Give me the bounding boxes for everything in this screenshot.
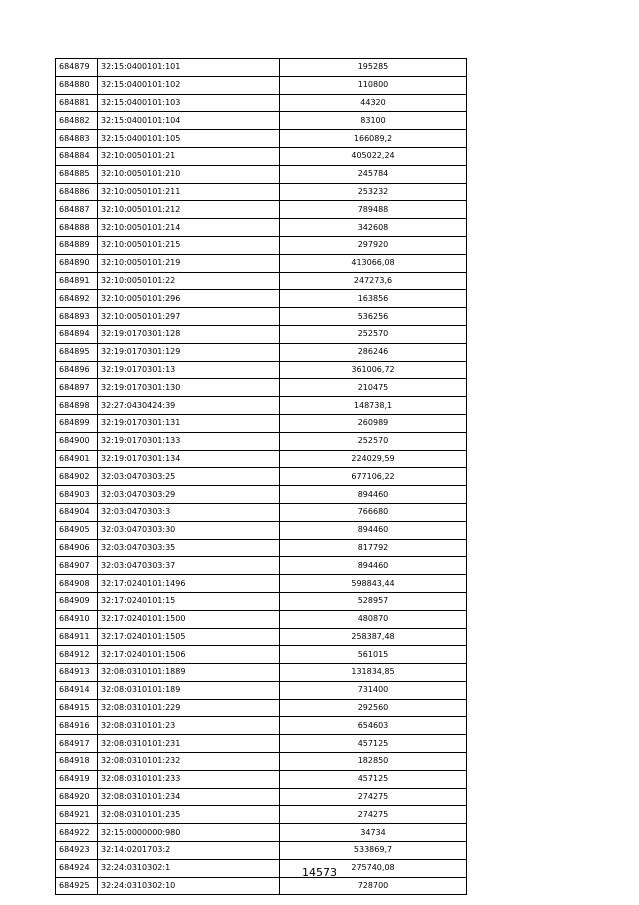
- cadastral-value-cell: 731400: [280, 681, 467, 699]
- table-row: [56, 503, 467, 521]
- cadastral-value-cell: 274275: [280, 788, 467, 806]
- row-number-cell: 684896: [56, 361, 98, 379]
- table-row: [56, 539, 467, 557]
- row-number-cell: 684917: [56, 735, 98, 753]
- table-row: [56, 592, 467, 610]
- cadastral-number-cell: 32:19:0170301:13: [98, 361, 280, 379]
- cadastral-value-cell: 274275: [280, 806, 467, 824]
- cadastral-value-table: [55, 58, 467, 895]
- row-number-cell: 684914: [56, 681, 98, 699]
- cadastral-value-cell: 245784: [280, 165, 467, 183]
- cadastral-value-cell: 166089,2: [280, 130, 467, 148]
- row-number-cell: 684924: [56, 859, 98, 877]
- cadastral-number-cell: 32:10:0050101:211: [98, 183, 280, 201]
- table-row: [56, 664, 467, 682]
- table-row: [56, 753, 467, 771]
- cadastral-number-cell: 32:17:0240101:1505: [98, 628, 280, 646]
- cadastral-number-cell: 32:19:0170301:134: [98, 450, 280, 468]
- row-number-cell: 684893: [56, 308, 98, 326]
- row-number-cell: 684887: [56, 201, 98, 219]
- table-row: [56, 806, 467, 824]
- cadastral-value-cell: 405022,24: [280, 147, 467, 165]
- row-number-cell: 684889: [56, 236, 98, 254]
- row-number-cell: 684919: [56, 770, 98, 788]
- table-row: [56, 414, 467, 432]
- cadastral-number-cell: 32:10:0050101:296: [98, 290, 280, 308]
- table-row: [56, 468, 467, 486]
- cadastral-value-cell: 275740,08: [280, 859, 467, 877]
- cadastral-value-cell: 894460: [280, 557, 467, 575]
- cadastral-value-cell: 247273,6: [280, 272, 467, 290]
- table-row: [56, 450, 467, 468]
- cadastral-value-cell: 457125: [280, 735, 467, 753]
- cadastral-number-cell: 32:10:0050101:214: [98, 219, 280, 237]
- cadastral-value-cell: 766680: [280, 503, 467, 521]
- row-number-cell: 684912: [56, 646, 98, 664]
- row-number-cell: 684879: [56, 59, 98, 77]
- table-row: [56, 557, 467, 575]
- table-row: [56, 343, 467, 361]
- table-row: [56, 521, 467, 539]
- row-number-cell: 684890: [56, 254, 98, 272]
- table-row: [56, 254, 467, 272]
- cadastral-value-cell: 286246: [280, 343, 467, 361]
- row-number-cell: 684886: [56, 183, 98, 201]
- cadastral-number-cell: 32:19:0170301:130: [98, 379, 280, 397]
- cadastral-value-cell: 342608: [280, 219, 467, 237]
- row-number-cell: 684895: [56, 343, 98, 361]
- cadastral-value-cell: 413066,08: [280, 254, 467, 272]
- table-row: [56, 361, 467, 379]
- cadastral-value-cell: 252570: [280, 325, 467, 343]
- row-number-cell: 684901: [56, 450, 98, 468]
- cadastral-number-cell: 32:15:0400101:104: [98, 112, 280, 130]
- row-number-cell: 684894: [56, 325, 98, 343]
- row-number-cell: 684883: [56, 130, 98, 148]
- cadastral-value-cell: 789488: [280, 201, 467, 219]
- table-row: [56, 165, 467, 183]
- cadastral-value-cell: 297920: [280, 236, 467, 254]
- table-row: [56, 130, 467, 148]
- cadastral-value-cell: 34734: [280, 824, 467, 842]
- table-row: [56, 219, 467, 237]
- table-row: [56, 699, 467, 717]
- table-row: [56, 486, 467, 504]
- table-row: [56, 877, 467, 895]
- table-row: [56, 717, 467, 735]
- table-row: [56, 183, 467, 201]
- cadastral-number-cell: 32:03:0470303:37: [98, 557, 280, 575]
- row-number-cell: 684888: [56, 219, 98, 237]
- cadastral-number-cell: 32:03:0470303:29: [98, 486, 280, 504]
- cadastral-number-cell: 32:10:0050101:210: [98, 165, 280, 183]
- cadastral-number-cell: 32:19:0170301:128: [98, 325, 280, 343]
- row-number-cell: 684905: [56, 521, 98, 539]
- cadastral-value-cell: 224029,59: [280, 450, 467, 468]
- cadastral-number-cell: 32:10:0050101:297: [98, 308, 280, 326]
- cadastral-value-cell: 83100: [280, 112, 467, 130]
- table-row: [56, 610, 467, 628]
- cadastral-number-cell: 32:08:0310101:231: [98, 735, 280, 753]
- row-number-cell: 684906: [56, 539, 98, 557]
- table-row: [56, 147, 467, 165]
- cadastral-number-cell: 32:10:0050101:212: [98, 201, 280, 219]
- cadastral-number-cell: 32:08:0310101:232: [98, 753, 280, 771]
- row-number-cell: 684881: [56, 94, 98, 112]
- row-number-cell: 684916: [56, 717, 98, 735]
- page-number: 14573: [302, 866, 337, 879]
- cadastral-value-cell: 148738,1: [280, 397, 467, 415]
- cadastral-value-cell: 131834,85: [280, 664, 467, 682]
- cadastral-number-cell: 32:10:0050101:22: [98, 272, 280, 290]
- table-row: [56, 681, 467, 699]
- cadastral-number-cell: 32:08:0310101:1889: [98, 664, 280, 682]
- cadastral-number-cell: 32:08:0310101:235: [98, 806, 280, 824]
- cadastral-value-cell: 728700: [280, 877, 467, 895]
- cadastral-value-cell: 561015: [280, 646, 467, 664]
- cadastral-value-cell: 654603: [280, 717, 467, 735]
- table-row: [56, 76, 467, 94]
- table-row: [56, 788, 467, 806]
- cadastral-number-cell: 32:08:0310101:234: [98, 788, 280, 806]
- cadastral-value-cell: 253232: [280, 183, 467, 201]
- cadastral-value-cell: 260989: [280, 414, 467, 432]
- cadastral-number-cell: 32:15:0000000:980: [98, 824, 280, 842]
- cadastral-value-cell: 44320: [280, 94, 467, 112]
- cadastral-number-cell: 32:15:0400101:101: [98, 59, 280, 77]
- row-number-cell: 684922: [56, 824, 98, 842]
- cadastral-value-cell: 163856: [280, 290, 467, 308]
- cadastral-number-cell: 32:17:0240101:1496: [98, 575, 280, 593]
- cadastral-value-cell: 182850: [280, 753, 467, 771]
- table-row: [56, 236, 467, 254]
- table-row: [56, 290, 467, 308]
- row-number-cell: 684882: [56, 112, 98, 130]
- cadastral-number-cell: 32:14:0201703:2: [98, 842, 280, 860]
- cadastral-value-cell: 361006,72: [280, 361, 467, 379]
- cadastral-number-cell: 32:10:0050101:215: [98, 236, 280, 254]
- table-row: [56, 628, 467, 646]
- cadastral-value-cell: 677106,22: [280, 468, 467, 486]
- cadastral-number-cell: 32:10:0050101:219: [98, 254, 280, 272]
- row-number-cell: 684891: [56, 272, 98, 290]
- cadastral-value-cell: 894460: [280, 486, 467, 504]
- cadastral-number-cell: 32:27:0430424:39: [98, 397, 280, 415]
- table-row: [56, 308, 467, 326]
- row-number-cell: 684899: [56, 414, 98, 432]
- cadastral-value-cell: 817792: [280, 539, 467, 557]
- cadastral-value-cell: 528957: [280, 592, 467, 610]
- row-number-cell: 684885: [56, 165, 98, 183]
- table-row: [56, 94, 467, 112]
- cadastral-value-cell: 536256: [280, 308, 467, 326]
- table-row: [56, 575, 467, 593]
- row-number-cell: 684884: [56, 147, 98, 165]
- cadastral-value-cell: 252570: [280, 432, 467, 450]
- table-row: [56, 824, 467, 842]
- cadastral-number-cell: 32:19:0170301:131: [98, 414, 280, 432]
- cadastral-number-cell: 32:08:0310101:189: [98, 681, 280, 699]
- row-number-cell: 684911: [56, 628, 98, 646]
- row-number-cell: 684897: [56, 379, 98, 397]
- table-row: [56, 770, 467, 788]
- row-number-cell: 684909: [56, 592, 98, 610]
- cadastral-number-cell: 32:17:0240101:1506: [98, 646, 280, 664]
- row-number-cell: 684915: [56, 699, 98, 717]
- cadastral-value-cell: 195285: [280, 59, 467, 77]
- row-number-cell: 684921: [56, 806, 98, 824]
- row-number-cell: 684908: [56, 575, 98, 593]
- cadastral-number-cell: 32:15:0400101:105: [98, 130, 280, 148]
- cadastral-number-cell: 32:08:0310101:233: [98, 770, 280, 788]
- cadastral-number-cell: 32:17:0240101:1500: [98, 610, 280, 628]
- table-row: [56, 842, 467, 860]
- cadastral-value-cell: 210475: [280, 379, 467, 397]
- table-row: [56, 272, 467, 290]
- row-number-cell: 684910: [56, 610, 98, 628]
- cadastral-number-cell: 32:19:0170301:129: [98, 343, 280, 361]
- row-number-cell: 684920: [56, 788, 98, 806]
- cadastral-number-cell: 32:08:0310101:23: [98, 717, 280, 735]
- cadastral-number-cell: 32:24:0310302:1: [98, 859, 280, 877]
- table-row: [56, 112, 467, 130]
- cadastral-value-cell: 258387,48: [280, 628, 467, 646]
- table-row: [56, 646, 467, 664]
- cadastral-number-cell: 32:19:0170301:133: [98, 432, 280, 450]
- table-row: [56, 735, 467, 753]
- row-number-cell: 684880: [56, 76, 98, 94]
- cadastral-value-cell: 110800: [280, 76, 467, 94]
- cadastral-value-cell: 457125: [280, 770, 467, 788]
- row-number-cell: 684925: [56, 877, 98, 895]
- table-row: [56, 397, 467, 415]
- cadastral-value-cell: 598843,44: [280, 575, 467, 593]
- cadastral-number-cell: 32:10:0050101:21: [98, 147, 280, 165]
- row-number-cell: 684913: [56, 664, 98, 682]
- table-row: [56, 325, 467, 343]
- row-number-cell: 684892: [56, 290, 98, 308]
- row-number-cell: 684903: [56, 486, 98, 504]
- row-number-cell: 684923: [56, 842, 98, 860]
- cadastral-number-cell: 32:03:0470303:25: [98, 468, 280, 486]
- cadastral-number-cell: 32:08:0310101:229: [98, 699, 280, 717]
- table-body: [56, 59, 467, 895]
- row-number-cell: 684907: [56, 557, 98, 575]
- cadastral-number-cell: 32:03:0470303:30: [98, 521, 280, 539]
- table-row: [56, 59, 467, 77]
- row-number-cell: 684918: [56, 753, 98, 771]
- table-row: [56, 379, 467, 397]
- cadastral-value-cell: 292560: [280, 699, 467, 717]
- cadastral-number-cell: 32:03:0470303:35: [98, 539, 280, 557]
- row-number-cell: 684898: [56, 397, 98, 415]
- cadastral-number-cell: 32:24:0310302:10: [98, 877, 280, 895]
- cadastral-number-cell: 32:03:0470303:3: [98, 503, 280, 521]
- row-number-cell: 684902: [56, 468, 98, 486]
- cadastral-number-cell: 32:15:0400101:102: [98, 76, 280, 94]
- cadastral-number-cell: 32:15:0400101:103: [98, 94, 280, 112]
- cadastral-value-cell: 480870: [280, 610, 467, 628]
- cadastral-value-cell: 533869,7: [280, 842, 467, 860]
- table-row: [56, 432, 467, 450]
- row-number-cell: 684904: [56, 503, 98, 521]
- table-row: [56, 201, 467, 219]
- cadastral-value-cell: 894460: [280, 521, 467, 539]
- row-number-cell: 684900: [56, 432, 98, 450]
- cadastral-number-cell: 32:17:0240101:15: [98, 592, 280, 610]
